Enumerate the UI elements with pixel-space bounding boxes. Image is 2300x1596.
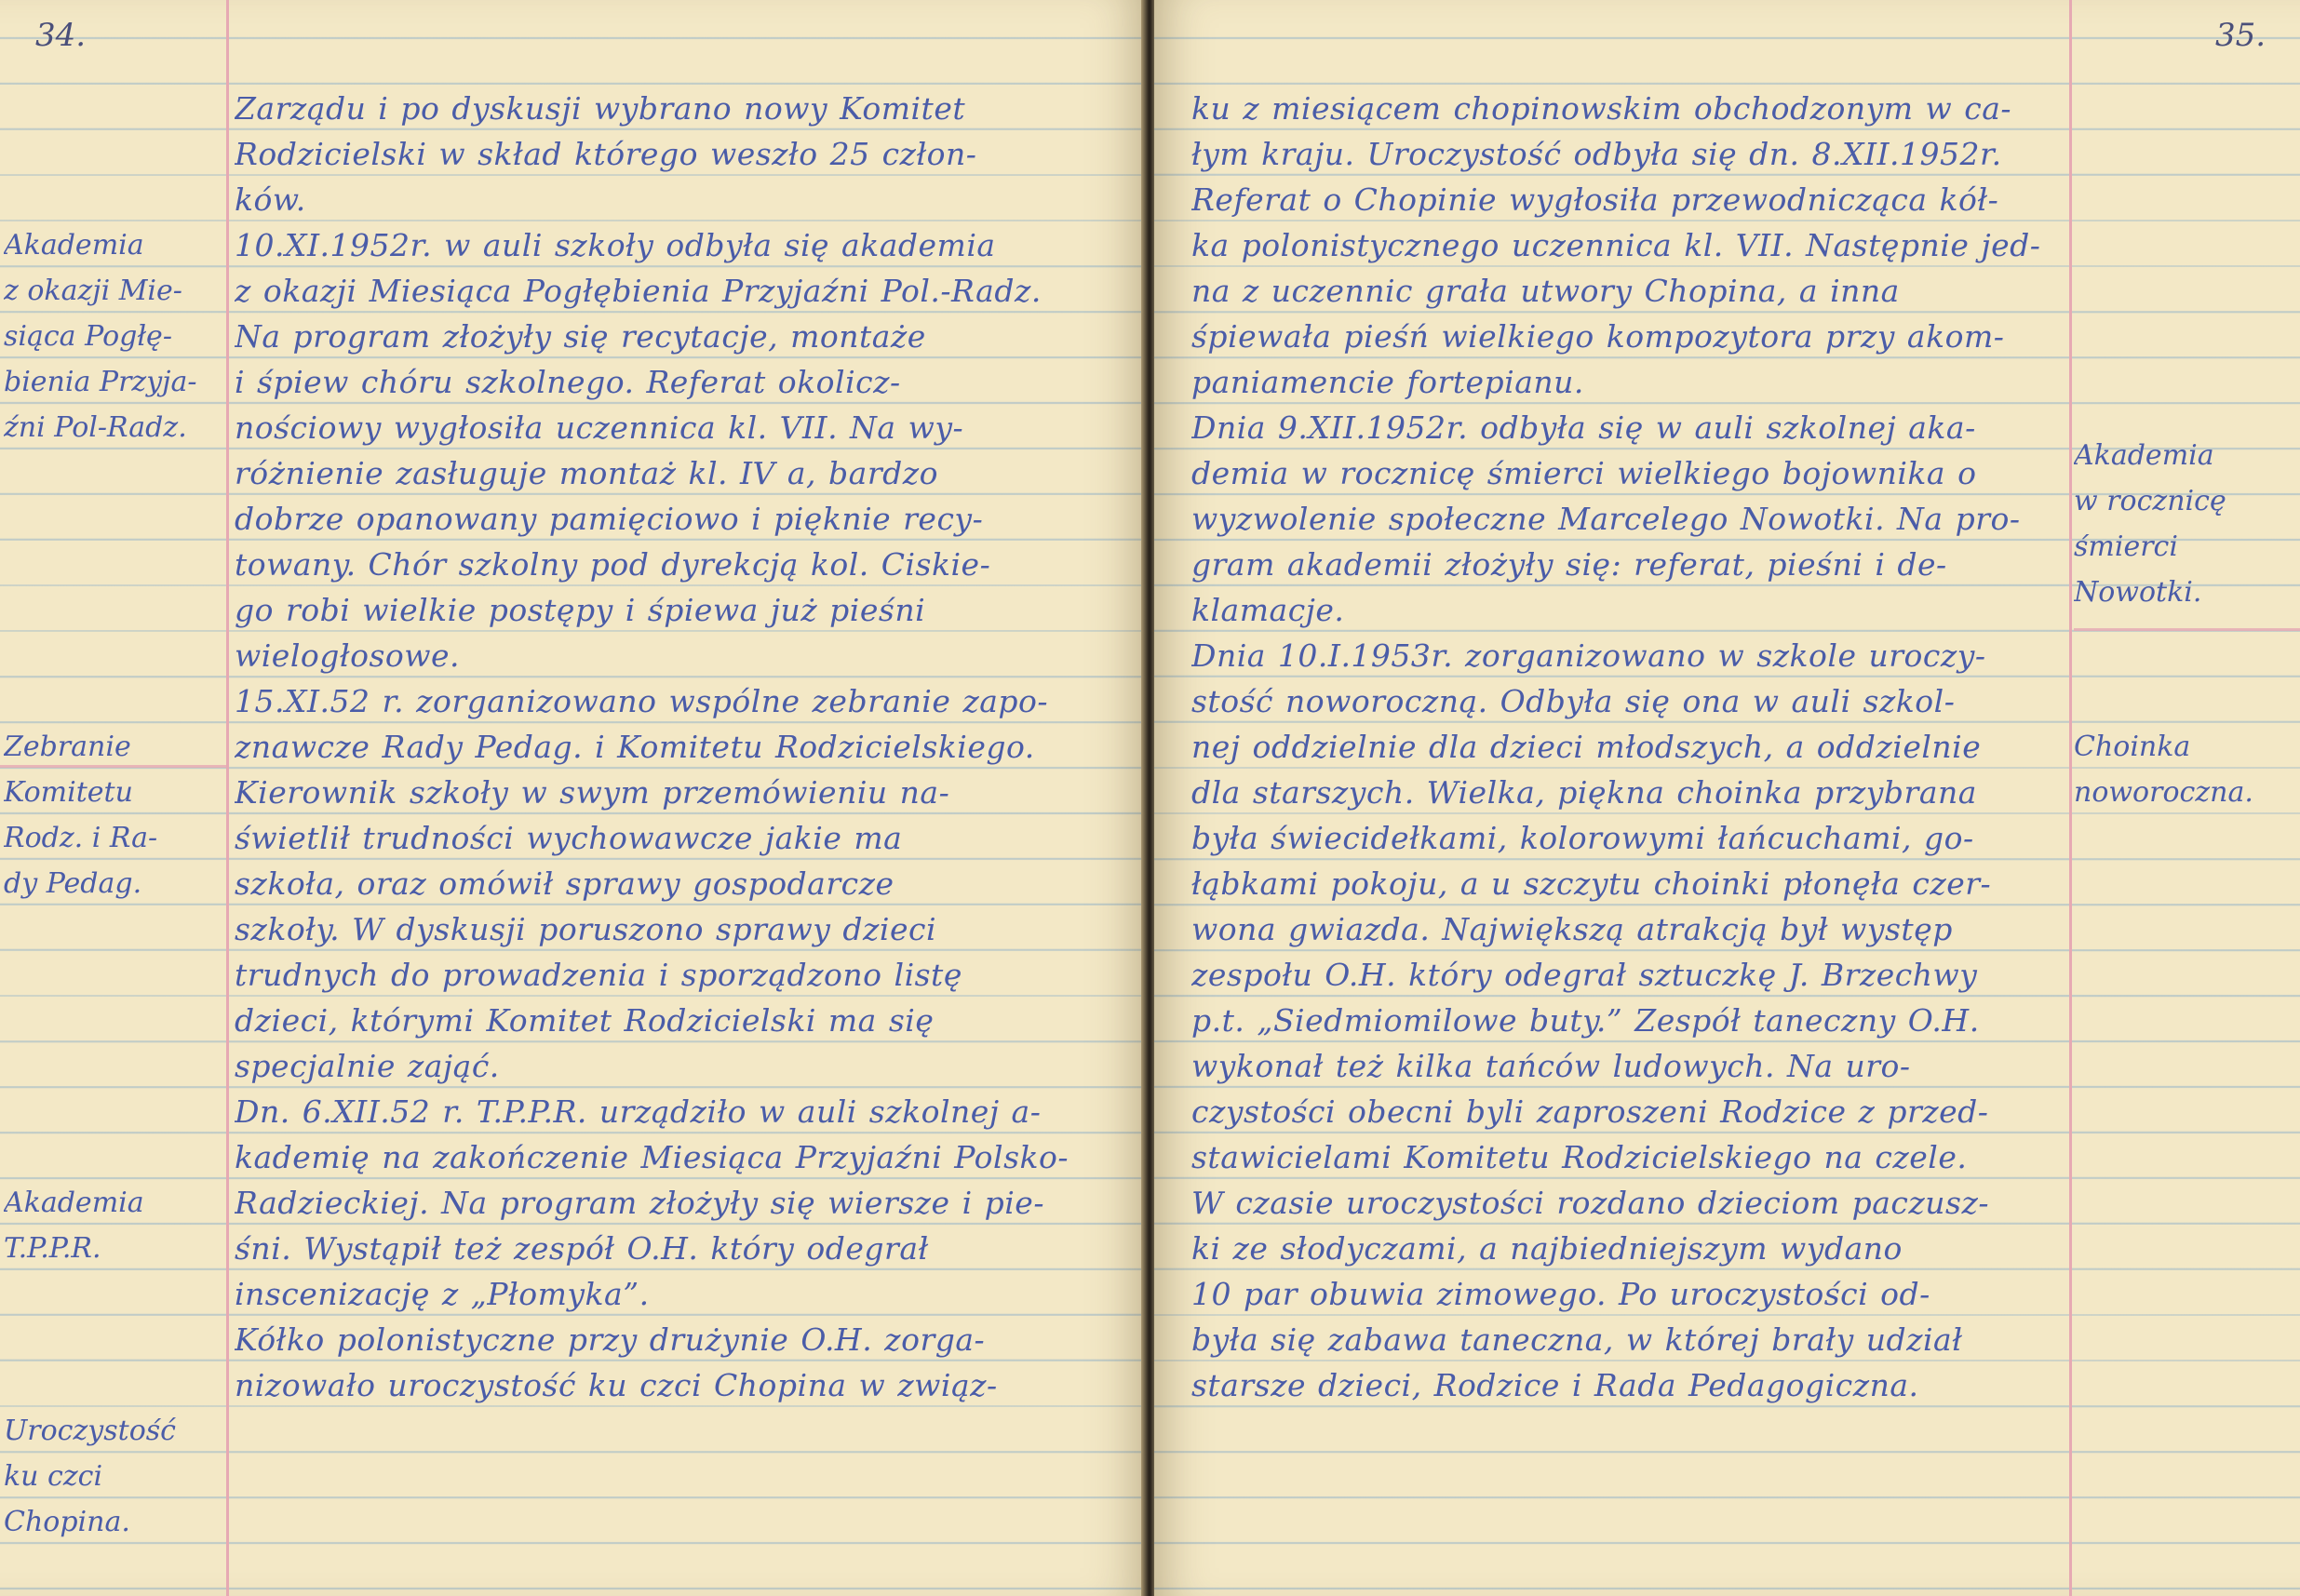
text-line: ka polonistycznego uczennica kl. VII. Następnie jed- <box>1191 227 2041 263</box>
text-line: p.t. „Siedmiomilowe buty.” Zespół taneczny O.H. <box>1191 1002 1980 1039</box>
note-line: Rodz. i Ra- <box>4 822 158 854</box>
text-line: szkoła, oraz omówił sprawy gospodarcze <box>235 865 894 902</box>
text-line: Na program złożyły się recytacje, montaże <box>235 318 926 355</box>
text-line: gram akademii złożyły się: referat, pieśni i de- <box>1191 546 1947 583</box>
note-line: Komitetu <box>4 776 133 809</box>
text-line: ku z miesiącem chopinowskim obchodzonym w ca- <box>1191 90 2012 127</box>
left-body-text <box>235 86 1128 1408</box>
text-line: czystości obecni byli zaproszeni Rodzice z przed- <box>1191 1093 1989 1130</box>
text-line: Dnia 9.XII.1952r. odbyła się w auli szkolnej aka- <box>1191 409 1976 446</box>
text-line: 10 par obuwia zimowego. Po uroczystości od- <box>1191 1276 1930 1312</box>
text-line: śpiewała pieśń wielkiego kompozytora przy akom- <box>1191 318 2005 355</box>
note-line: noworoczna. <box>2074 776 2253 809</box>
text-line: wyzwolenie społeczne Marcelego Nowotki. Na pro- <box>1191 501 2021 537</box>
right-page <box>1154 0 2300 1596</box>
text-line: klamacje. <box>1191 592 1345 628</box>
text-line: była świecidełkami, kolorowymi łańcuchami, go- <box>1191 820 1974 856</box>
text-line: była się zabawa taneczna, w której brały udział <box>1191 1321 1963 1358</box>
text-line: wielogłosowe. <box>235 637 461 674</box>
text-line: różnienie zasługuje montaż kl. IV a, bardzo <box>235 455 938 491</box>
note-line: śmierci <box>2074 530 2178 563</box>
text-line: Kierownik szkoły w swym przemówieniu na- <box>235 774 950 811</box>
text-line: Kółko polonistyczne przy drużynie O.H. zorga- <box>235 1321 986 1358</box>
text-line: na z uczennic grała utwory Chopina, a inna <box>1191 273 1900 309</box>
text-line: Zarządu i po dyskusji wybrano nowy Komitet <box>235 90 966 127</box>
text-line: nościowy wygłosiła uczennica kl. VII. Na wy- <box>235 409 964 446</box>
text-line: śni. Wystąpił też zespół O.H. który odegrał <box>235 1230 929 1267</box>
note-line: Akademia <box>4 229 144 262</box>
note-line: Akademia <box>2074 439 2214 472</box>
text-line: szkoły. W dyskusji poruszono sprawy dzieci <box>235 911 937 947</box>
right-body-text <box>1191 86 2066 1408</box>
text-line: nej oddzielnie dla dzieci młodszych, a oddzielnie <box>1191 729 1982 765</box>
text-line: świetlił trudności wychowawcze jakie ma <box>235 820 903 856</box>
margin-note <box>4 222 223 450</box>
note-line: siąca Pogłę- <box>4 320 172 353</box>
text-line: paniamencie fortepianu. <box>1191 364 1584 400</box>
page-number: 35. <box>2215 17 2266 54</box>
text-line: dobrze opanowany pamięciowo i pięknie recy- <box>235 501 984 537</box>
text-line: dzieci, którymi Komitet Rodzicielski ma się <box>235 1002 935 1039</box>
text-line: ków. <box>235 181 306 218</box>
page-number: 34. <box>35 17 87 54</box>
margin-note <box>4 1408 223 1545</box>
text-line: Rodzicielski w skład którego weszło 25 człon- <box>235 136 977 172</box>
note-line: Chopina. <box>4 1506 130 1538</box>
margin-note <box>4 1180 223 1271</box>
text-line: nizowało uroczystość ku czci Chopina w związ- <box>235 1367 998 1403</box>
text-line: trudnych do prowadzenia i sporządzono listę <box>235 957 962 993</box>
text-line: łym kraju. Uroczystość odbyła się dn. 8.XII.1952r. <box>1191 136 2002 172</box>
text-line: W czasie uroczystości rozdano dzieciom paczusz- <box>1191 1185 1990 1221</box>
margin-line <box>226 0 229 1596</box>
margin-note <box>4 724 223 906</box>
text-line: inscenizację z „Płomyka”. <box>235 1276 650 1312</box>
text-line: łąbkami pokoju, a u szczytu choinki płonęła czer- <box>1191 865 1992 902</box>
text-line: Dnia 10.I.1953r. zorganizowano w szkole uroczy- <box>1191 637 1986 674</box>
text-line: dla starszych. Wielka, piękna choinka przybrana <box>1191 774 1977 811</box>
text-line: i śpiew chóru szkolnego. Referat okolicz- <box>235 364 901 400</box>
text-line: starsze dzieci, Rodzice i Rada Pedagogiczna. <box>1191 1367 1919 1403</box>
note-line: T.P.P.R. <box>4 1232 101 1265</box>
left-page <box>0 0 1145 1596</box>
note-line: Uroczystość <box>4 1415 176 1447</box>
note-line: Akademia <box>4 1187 144 1219</box>
margin-line <box>2069 0 2072 1596</box>
margin-note <box>2074 433 2297 615</box>
text-line: Referat o Chopinie wygłosiła przewodnicząca kół- <box>1191 181 1999 218</box>
note-line: w rocznicę <box>2074 485 2226 517</box>
note-line: z okazji Mie- <box>4 275 182 307</box>
text-line: stość noworoczną. Odbyła się ona w auli szkol- <box>1191 683 1956 719</box>
text-line: wona gwiazda. Największą atrakcją był występ <box>1191 911 1953 947</box>
text-line: towany. Chór szkolny pod dyrekcją kol. Ciskie- <box>235 546 991 583</box>
margin-note <box>2074 724 2297 815</box>
text-line: demia w rocznicę śmierci wielkiego bojownika o <box>1191 455 1977 491</box>
note-line: Choinka <box>2074 731 2191 763</box>
note-line: bienia Przyja- <box>4 366 197 398</box>
text-line: z okazji Miesiąca Pogłębienia Przyjaźni Pol.-Radz. <box>235 273 1042 309</box>
text-line: znawcze Rady Pedag. i Komitetu Rodzicielskiego. <box>235 729 1035 765</box>
note-line: ku czci <box>4 1460 103 1493</box>
note-line: dy Pedag. <box>4 867 142 900</box>
text-line: wykonał też kilka tańców ludowych. Na uro- <box>1191 1048 1911 1084</box>
text-line: 10.XI.1952r. w auli szkoły odbyła się akademia <box>235 227 996 263</box>
text-line: kademię na zakończenie Miesiąca Przyjaźni Polsko- <box>235 1139 1069 1175</box>
note-line: Nowotki. <box>2074 576 2202 609</box>
text-line: specjalnie zająć. <box>235 1048 500 1084</box>
text-line: Dn. 6.XII.52 r. T.P.P.R. urządziło w auli szkolnej a- <box>235 1093 1042 1130</box>
text-line: 15.XI.52 r. zorganizowano wspólne zebranie zapo- <box>235 683 1049 719</box>
text-line: go robi wielkie postępy i śpiewa już pieśni <box>235 592 926 628</box>
note-line: źni Pol-Radz. <box>4 411 187 444</box>
text-line: Radzieckiej. Na program złożyły się wiersze i pie- <box>235 1185 1044 1221</box>
note-line: Zebranie <box>4 731 131 763</box>
text-line: stawicielami Komitetu Rodzicielskiego na czele. <box>1191 1139 1968 1175</box>
divider <box>2074 628 2300 631</box>
text-line: ki ze słodyczami, a najbiedniejszym wydano <box>1191 1230 1903 1267</box>
text-line: zespołu O.H. który odegrał sztuczkę J. Brzechwy <box>1191 957 1978 993</box>
